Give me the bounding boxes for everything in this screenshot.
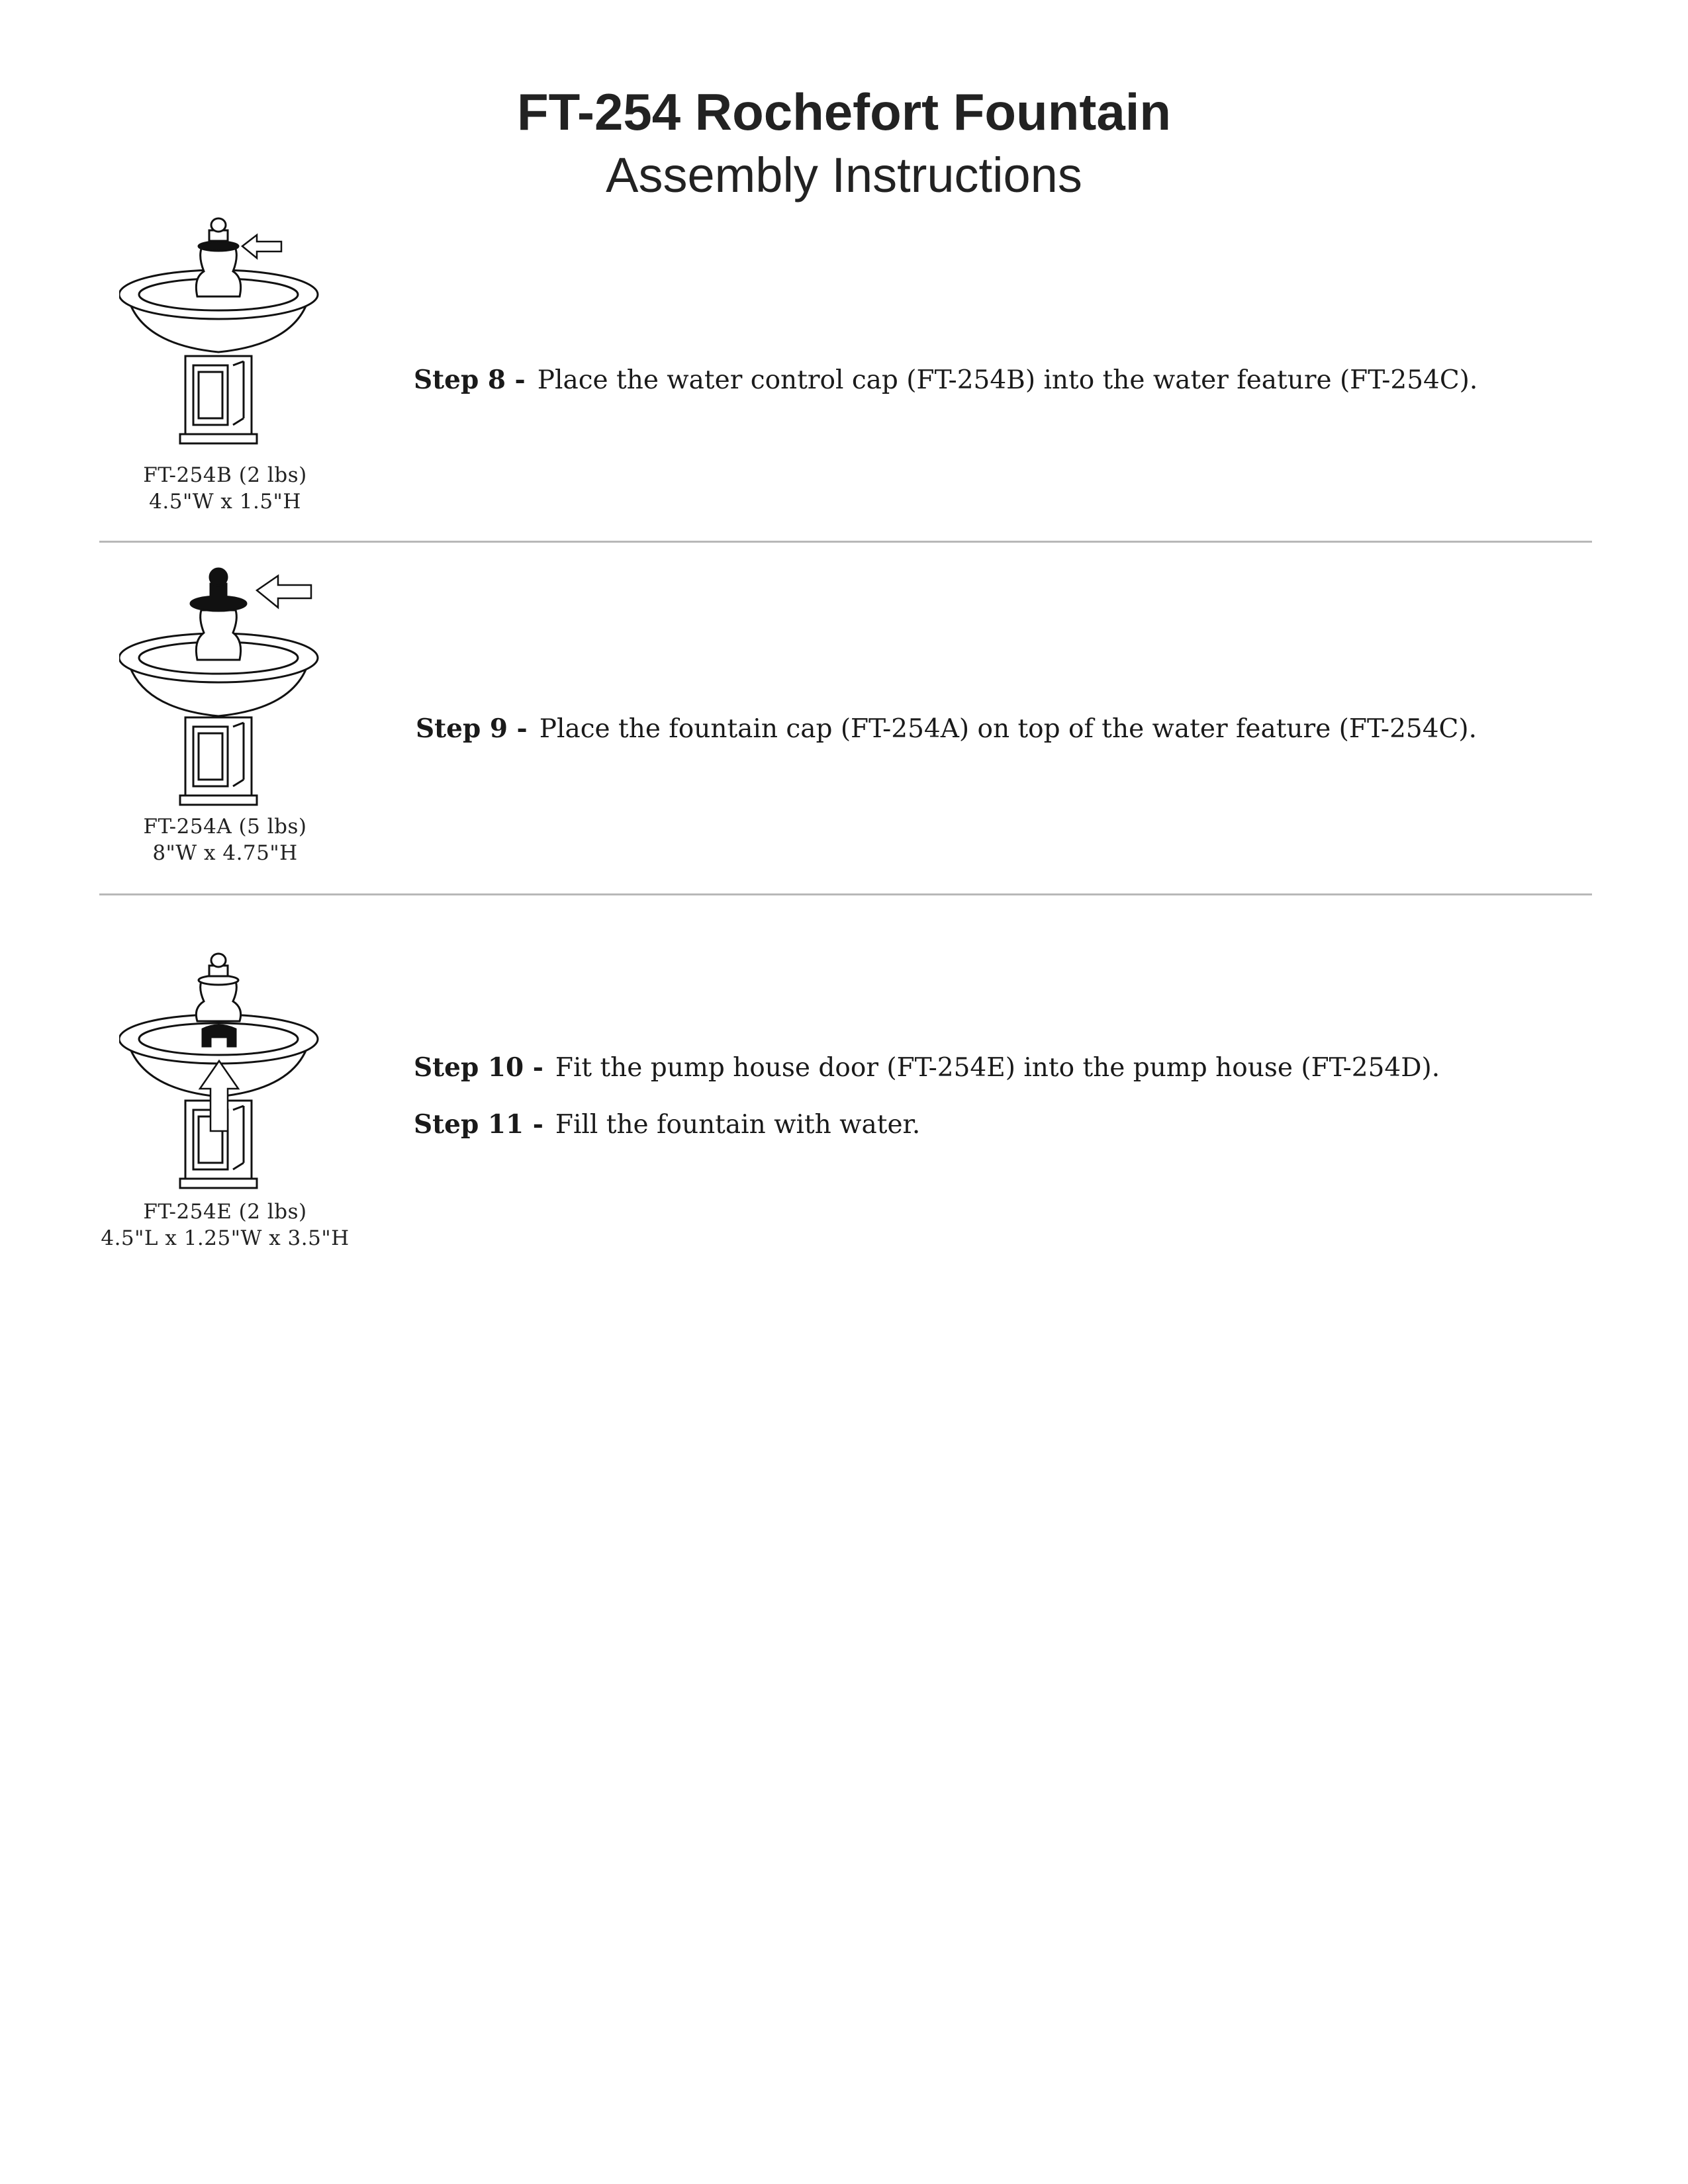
fountain-illustration-pump-house-door [119, 950, 344, 1201]
step-label: Step 10 - [414, 1052, 543, 1083]
part-caption-ft-254b [99, 462, 351, 515]
step-label: Step 8 - [414, 365, 526, 395]
part-caption-ft-254e [86, 1199, 364, 1251]
step-8 [414, 367, 1477, 393]
part-weight: FT-254B (2 lbs) [143, 463, 307, 487]
fountain-illustration-water-control-cap [119, 205, 344, 457]
fountain-illustration-fountain-cap [119, 557, 344, 815]
part-dimensions: 4.5"W x 1.5"H [149, 490, 301, 514]
part-weight: FT-254A (5 lbs) [143, 815, 307, 839]
step-9 [416, 713, 1477, 744]
document-subtitle: Assembly Instructions [606, 148, 1082, 203]
part-dimensions: 8"W x 4.75"H [152, 841, 298, 865]
step-text: Fit the pump house door (FT-254E) into the pump house (FT-254D). [555, 1053, 1440, 1083]
step-10 [414, 1052, 1440, 1083]
document-title: FT-254 Rochefort Fountain [516, 83, 1172, 141]
step-text: Fill the fountain with water. [555, 1110, 921, 1140]
part-caption-ft-254a [99, 813, 351, 866]
step-text: Place the fountain cap (FT-254A) on top of the water feature (FT-254C). [539, 714, 1477, 744]
step-text: Place the water control cap (FT-254B) into the water feature (FT-254C). [537, 365, 1478, 395]
part-weight: FT-254E (2 lbs) [143, 1200, 307, 1224]
step-label: Step 9 - [416, 713, 528, 744]
step-11 [414, 1109, 921, 1140]
step-label: Step 11 - [414, 1109, 543, 1140]
section-divider [99, 893, 1592, 895]
part-dimensions: 4.5"L x 1.25"W x 3.5"H [101, 1226, 350, 1250]
section-divider [99, 541, 1592, 543]
